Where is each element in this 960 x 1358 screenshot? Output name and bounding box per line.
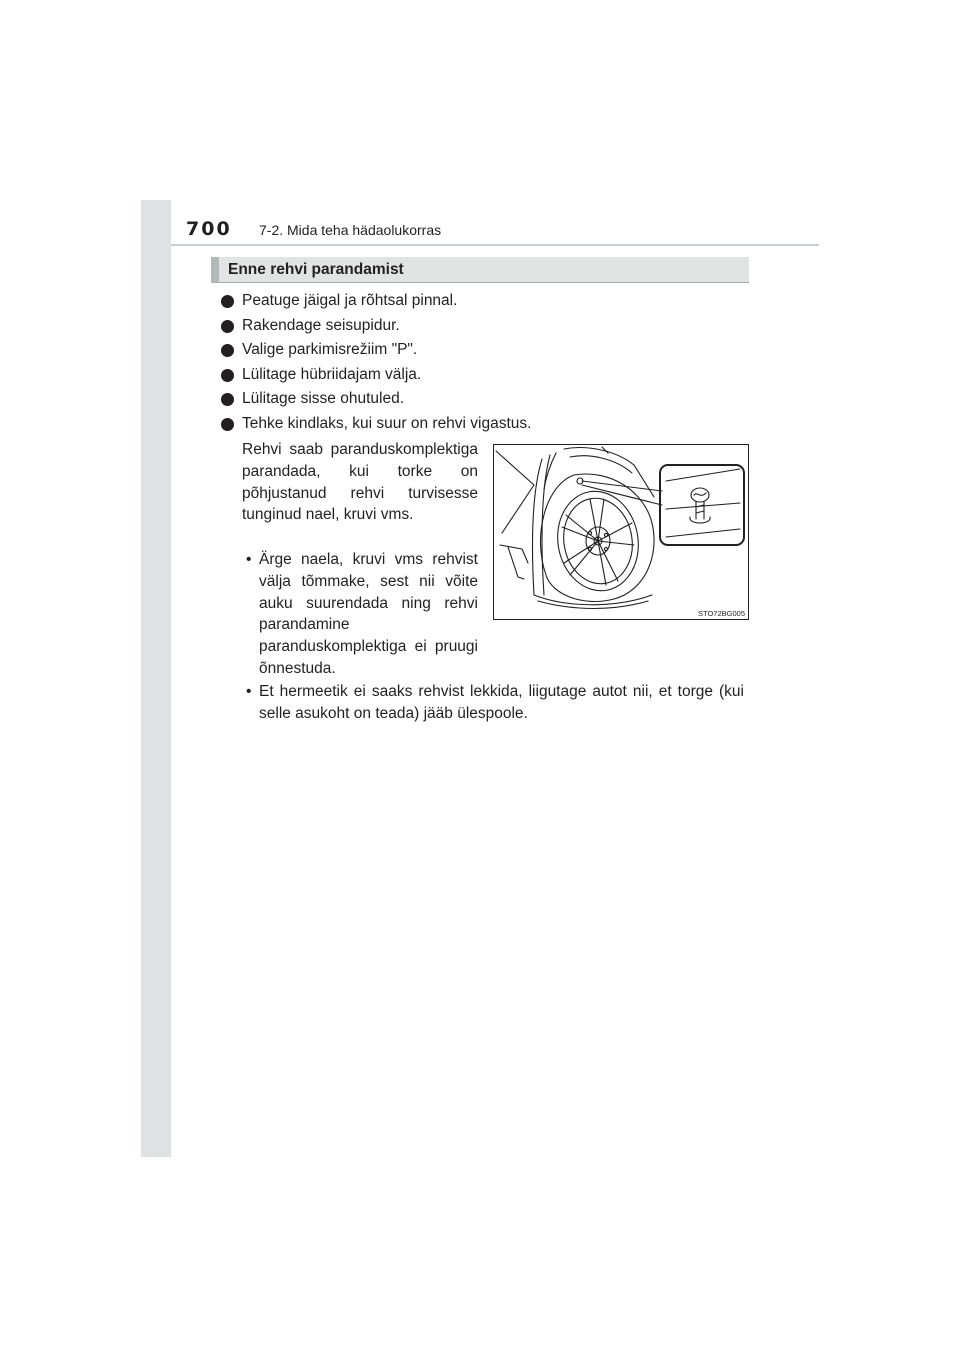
list-item: Lülitage sisse ohutuled.: [221, 387, 531, 412]
section-heading-text: Enne rehvi parandamist: [228, 261, 404, 278]
repair-note-list: [242, 681, 744, 725]
precaution-list: [221, 289, 531, 436]
list-item: Rakendage seisupidur.: [221, 314, 531, 339]
list-item: Tehke kindlaks, kui suur on rehvi vigastus.: [221, 412, 531, 437]
list-item: Peatuge jäigal ja rõhtsal pinnal.: [221, 289, 531, 314]
bullet-icon: [221, 393, 234, 406]
bullet-icon: [221, 320, 234, 333]
list-item: • Et hermeetik ei saaks rehvist lekkida, liigutage autot nii, et torge (kui selle asukoht on teada) jääb ülespoole.: [246, 683, 744, 722]
chapter-title: 7-2. Mida teha hädaolukorras: [259, 222, 442, 238]
section-heading: [211, 257, 749, 283]
list-item: Lülitage hübriidajam välja.: [221, 363, 531, 388]
bullet-icon: [221, 418, 234, 431]
side-band: [141, 200, 171, 1157]
bullet-icon: •: [246, 551, 252, 568]
repair-note-list: [242, 549, 478, 680]
bullet-icon: [221, 369, 234, 382]
list-item: Valige parkimisrežiim "P".: [221, 338, 531, 363]
page-number: 700: [186, 218, 232, 240]
list-item: • Ärge naela, kruvi vms rehvist välja tõmmake, sest nii võite auku suurendada ning rehvi parandamine paranduskomplektiga ei pruugi õnnestuda.: [246, 551, 478, 677]
tire-illustration-icon: [494, 445, 750, 621]
figure-code: STO72BG005: [698, 609, 745, 618]
bullet-icon: [221, 295, 234, 308]
bullet-icon: •: [246, 683, 252, 700]
repair-info-text: Rehvi saab paranduskomplektiga parandada, kui torke on põhjustanud rehvi turvisesse tunginud nael, kruvi vms.: [242, 441, 478, 524]
punctured-tire-illustration: [493, 444, 749, 620]
header-rule: [171, 244, 819, 246]
bullet-icon: [221, 344, 234, 357]
